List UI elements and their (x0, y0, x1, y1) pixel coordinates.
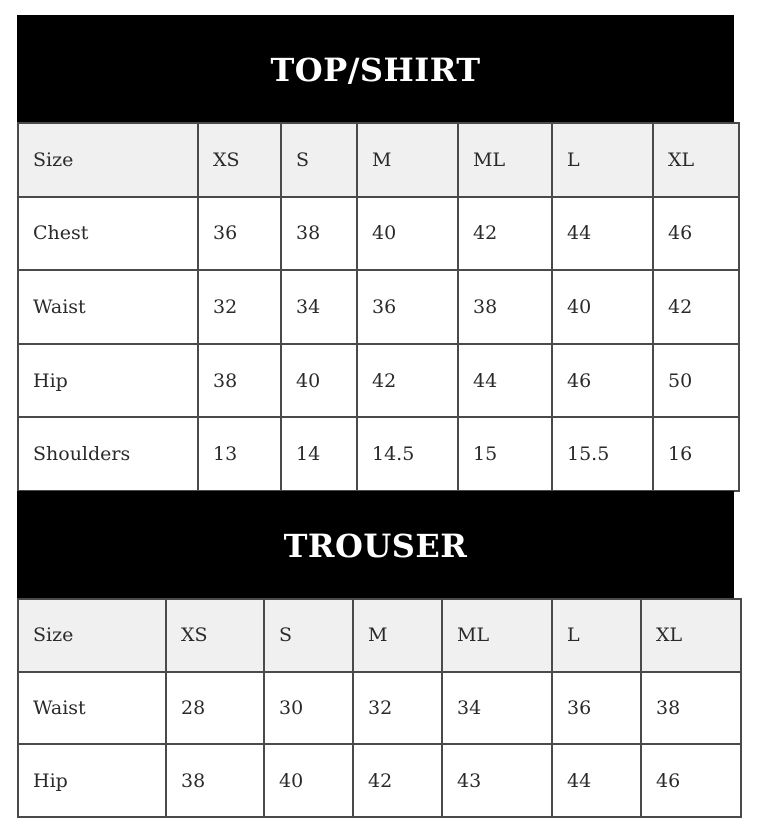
table-cell: 36 (358, 271, 457, 343)
header-cell: XS (167, 600, 263, 671)
table-row (19, 418, 738, 490)
table-cell: 46 (642, 745, 740, 816)
table-cell: 42 (354, 745, 441, 816)
table-cell: 38 (199, 345, 280, 417)
trouser-size-chart (17, 491, 734, 818)
table-cell: 44 (553, 745, 640, 816)
table-cell: 36 (553, 673, 640, 744)
table-row (19, 198, 738, 270)
row-label: Waist (19, 673, 165, 744)
table-cell: 32 (354, 673, 441, 744)
table-cell: 15.5 (553, 418, 652, 490)
table-cell: 32 (199, 271, 280, 343)
table-cell: 38 (459, 271, 551, 343)
table-cell: 40 (265, 745, 352, 816)
row-label: Shoulders (19, 418, 197, 490)
table-cell: 50 (654, 345, 738, 417)
header-cell: S (265, 600, 352, 671)
table-cell: 38 (167, 745, 263, 816)
table-cell: 42 (459, 198, 551, 270)
header-cell: S (282, 124, 356, 196)
row-label: Chest (19, 198, 197, 270)
table-cell: 14 (282, 418, 356, 490)
table-cell: 40 (553, 271, 652, 343)
shirt-chart-title: TOP/SHIRT (17, 15, 734, 124)
table-cell: 42 (654, 271, 738, 343)
trouser-size-table (17, 598, 742, 818)
table-cell: 38 (282, 198, 356, 270)
table-header-row (19, 124, 738, 196)
header-cell: ML (443, 600, 551, 671)
table-cell: 46 (654, 198, 738, 270)
table-row (19, 345, 738, 417)
header-cell: Size (19, 600, 165, 671)
table-cell: 42 (358, 345, 457, 417)
table-cell: 34 (443, 673, 551, 744)
table-cell: 16 (654, 418, 738, 490)
header-cell: XS (199, 124, 280, 196)
row-label: Hip (19, 745, 165, 816)
row-label: Hip (19, 345, 197, 417)
shirt-size-table (17, 122, 740, 492)
table-cell: 15 (459, 418, 551, 490)
table-cell: 46 (553, 345, 652, 417)
header-cell: M (358, 124, 457, 196)
table-row (19, 673, 740, 744)
header-cell: L (553, 124, 652, 196)
header-cell: M (354, 600, 441, 671)
table-cell: 14.5 (358, 418, 457, 490)
table-cell: 40 (358, 198, 457, 270)
header-cell: ML (459, 124, 551, 196)
shirt-size-chart (17, 15, 734, 492)
table-cell: 30 (265, 673, 352, 744)
table-cell: 43 (443, 745, 551, 816)
table-row (19, 271, 738, 343)
header-cell: L (553, 600, 640, 671)
trouser-chart-title: TROUSER (17, 491, 734, 600)
table-cell: 44 (553, 198, 652, 270)
table-row (19, 745, 740, 816)
row-label: Waist (19, 271, 197, 343)
header-cell: XL (654, 124, 738, 196)
table-cell: 28 (167, 673, 263, 744)
table-cell: 13 (199, 418, 280, 490)
table-header-row (19, 600, 740, 671)
table-cell: 34 (282, 271, 356, 343)
table-cell: 40 (282, 345, 356, 417)
header-cell: Size (19, 124, 197, 196)
header-cell: XL (642, 600, 740, 671)
table-cell: 36 (199, 198, 280, 270)
table-cell: 44 (459, 345, 551, 417)
table-cell: 38 (642, 673, 740, 744)
